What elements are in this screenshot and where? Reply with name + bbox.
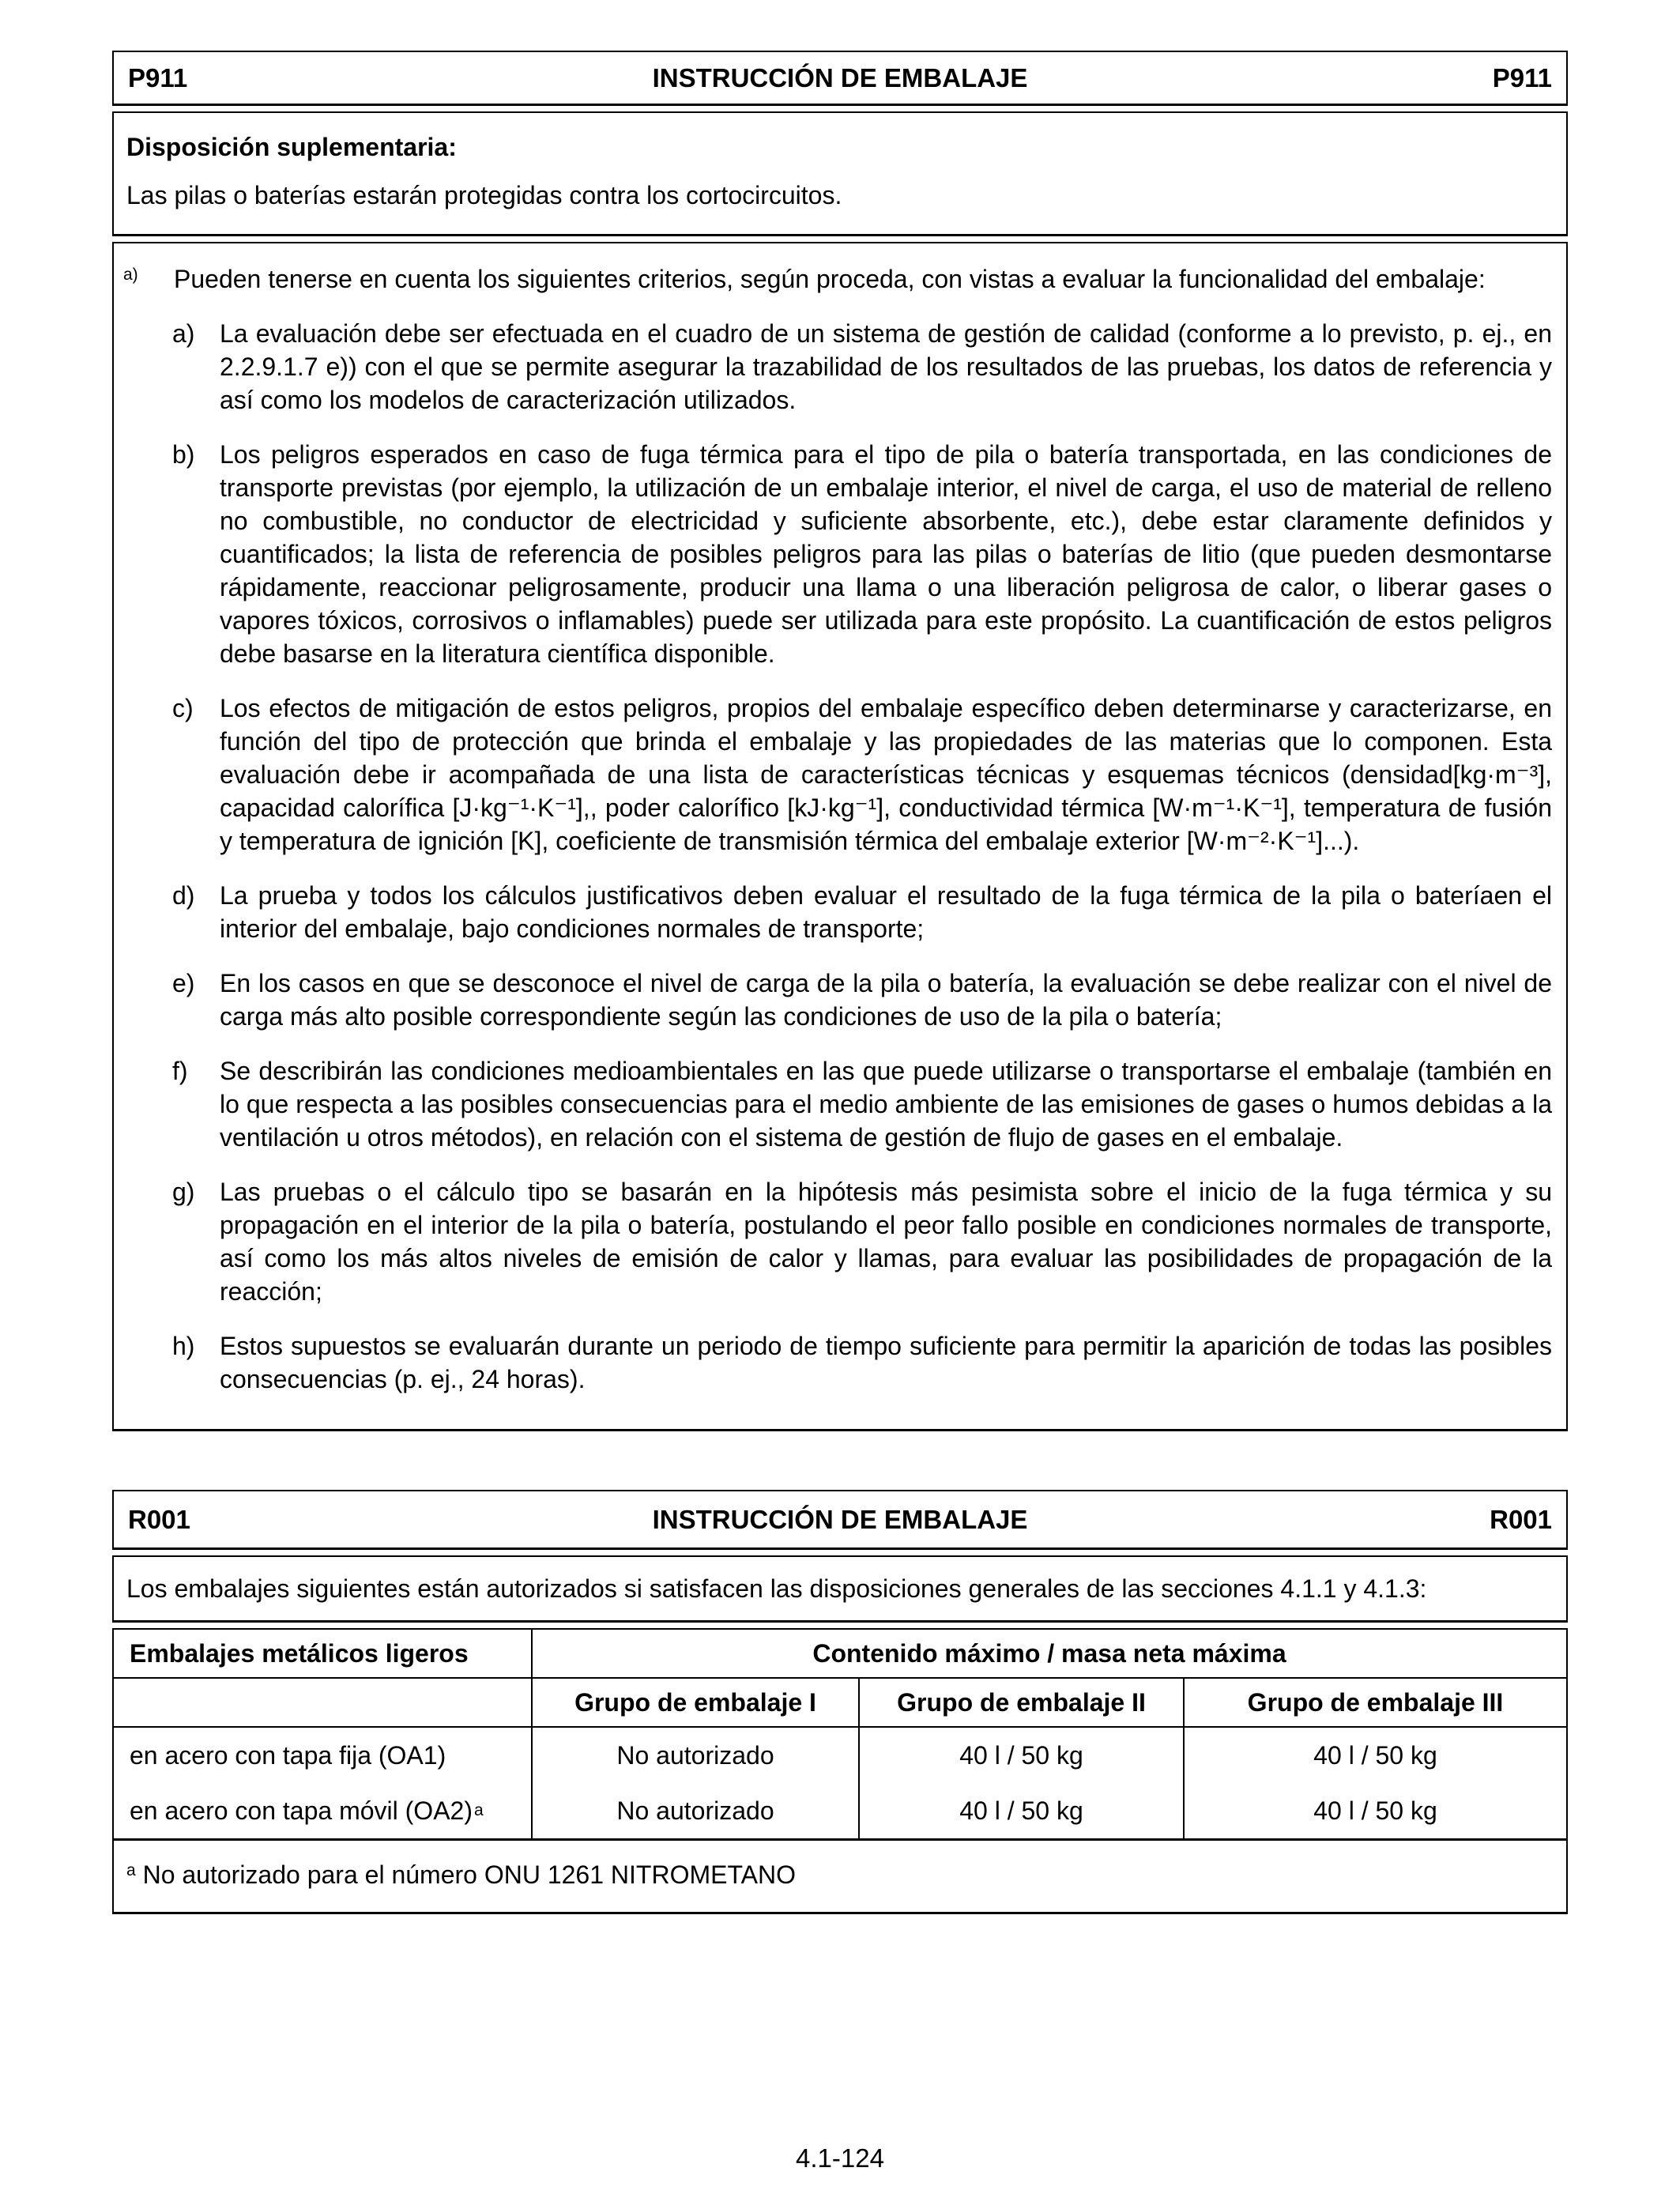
note-item [172,879,1554,945]
note-item-text: Los efectos de mitigación de estos peligros, propios del embalaje específico deben determinarse y caracterizarse, en función del tipo de protección que brinda el embalaje y las propiedades de las materias que lo componen. Esta evaluación debe ir acompañada de una lista de características técnicas y esquemas técnicos (densidad[kg·m⁻³], capacidad calorífica [J·kg⁻¹·K⁻¹],, poder calorífico [kJ·kg⁻¹], conductividad térmica [W·m⁻¹·K⁻¹], temperatura de fusión y temperatura de ignición [K], coeficiente de transmisión térmica del embalaje exterior [W·m⁻²·K⁻¹]...). [220,694,1553,855]
group-iii-value-cell: 40 l / 50 kg [1313,1796,1437,1825]
column-header-embalajes: Embalajes metálicos ligeros [114,1630,533,1677]
p911-header-row [112,51,1568,106]
note-item-text: La prueba y todos los cálculos justificativos deben evaluar el resultado de la fuga térmica de la pila o bateríaen el interior del embalaje, bajo condiciones normales de transporte; [220,881,1552,943]
footnote-notes-box [112,242,1568,1431]
packaging-name-cell [114,1728,533,1783]
group-ii-value-cell: 40 l / 50 kg [860,1783,1185,1838]
notes-list [123,317,1554,1396]
group-iii-value-cell: 40 l / 50 kg [1313,1741,1437,1770]
note-item-label: d) [172,881,195,910]
note-item-text: Estos supuestos se evaluarán durante un periodo de tiempo suficiente para permitir la aparición de todas las posibles consecuencias (p. ej., 24 horas). [220,1332,1552,1393]
r001-title: INSTRUCCIÓN DE EMBALAJE [652,1504,1028,1534]
table-row [114,1783,1566,1838]
r001-intro-text: Los embalajes siguientes están autorizados si satisfacen las disposiciones generales de las secciones 4.1.1 y 4.1.3: [126,1574,1427,1603]
r001-intro-row [112,1555,1568,1623]
notes-intro-text: Pueden tenerse en cuenta los siguientes criterios, según proceda, con vistas a evaluar la funcionalidad del embalaje: [174,265,1486,293]
r001-footnote-text: No autorizado para el número ONU 1261 NITROMETANO [142,1860,796,1889]
note-item-label: b) [172,440,195,469]
r001-group-header-row [114,1679,1566,1728]
group-i-value-cell: No autorizado [533,1783,860,1838]
note-item-text: La evaluación debe ser efectuada en el cuadro de un sistema de gestión de calidad (conforme a lo previsto, p. ej., en 2.2.9.1.7 e)) con el que se permite asegurar la trazabilidad de los resultados de las pruebas, los datos de referencia y así como los modelos de caracterización utilizados. [220,319,1552,414]
page-content [112,51,1568,1914]
p911-code-right: P911 [1492,62,1552,92]
note-item [172,317,1554,417]
p911-title: INSTRUCCIÓN DE EMBALAJE [652,62,1028,92]
r001-data-rows [114,1728,1566,1841]
notes-intro [123,262,1554,296]
note-item-text: Los peligros esperados en caso de fuga térmica para el tipo de pila o batería transportada, en las condiciones de transporte previstas (por ejemplo, la utilización de un embalaje interior, el nivel de carga, el uso de material de relleno no combustible, no conductor de electricidad y suficiente absorbente, etc.), debe estar claramente definidos y cuantificados; la lista de referencia de posibles peligros para las pilas o baterías de litio (que pueden desmontarse rápidamente, reaccionar peligrosamente, producir una llama o una liberación peligrosa de calor, o liberar gases o vapores tóxicos, corrosivos o inflamables) puede ser utilizada para este propósito. La cuantificación de estos peligros debe basarse en la literatura científica disponible. [220,440,1552,668]
note-item-text: Se describirán las condiciones medioambientales en las que puede utilizarse o transportarse el embalaje (también en lo que respecta a las posibles consecuencias para el medio ambiente de las emisiones de gases o humos debidas a la ventilación u otros métodos), en relación con el sistema de gestión de flujo de gases en el embalaje. [220,1057,1552,1152]
r001-code-left: R001 [128,1504,190,1534]
note-item [172,1175,1554,1308]
page-number: 4.1-124 [796,2143,884,2173]
r001-table [112,1628,1568,1914]
group-header-empty-cell [114,1679,533,1726]
packaging-name-cell: en acero con tapa móvil (OA2) a [114,1783,533,1838]
supplementary-provision-heading: Disposición suplementaria: [126,133,457,161]
footnote-marker: a) [123,266,138,284]
group-header-i: Grupo de embalaje I [533,1679,860,1726]
note-item-text: En los casos en que se desconoce el nivel de carga de la pila o batería, la evaluación se debe realizar con el nivel de carga más alto posible correspondiente según las condiciones de uso de la pila o batería; [220,969,1552,1031]
r001-table-header-row [114,1630,1566,1679]
p911-code-left: P911 [128,62,188,92]
group-ii-value-cell: 40 l / 50 kg [860,1728,1185,1783]
r001-footnote-marker: a [126,1861,136,1879]
group-header-iii: Grupo de embalaje III [1247,1688,1504,1717]
note-item-label: g) [172,1178,195,1206]
r001-code-right: R001 [1490,1504,1552,1534]
note-item-label: a) [172,319,195,348]
r001-footnote-row [114,1841,1566,1912]
supplementary-provision-box [112,111,1568,236]
group-header-ii: Grupo de embalaje II [860,1679,1185,1726]
note-item-label: c) [172,694,194,722]
group-i-value-cell: No autorizado [533,1728,860,1783]
note-item [172,1329,1554,1396]
note-item [172,1054,1554,1154]
note-item-label: e) [172,969,195,997]
note-item [172,438,1554,670]
r001-header-row [112,1490,1568,1550]
table-row [114,1728,1566,1783]
note-item-label: h) [172,1332,195,1360]
note-item-text: Las pruebas o el cálculo tipo se basarán en la hipótesis más pesimista sobre el inicio de la fuga térmica y su propagación en el interior de la pila o batería, postulando el peor fallo posible en condiciones normales de transporte, así como los más altos niveles de emisión de calor y llamas, para evaluar las posibilidades de propagación de la reacción; [220,1178,1552,1306]
note-item [172,692,1554,858]
note-item-label: f) [172,1057,188,1085]
packaging-name: en acero con tapa fija (OA1) [130,1741,446,1770]
supplementary-provision-text: Las pilas o baterías estarán protegidas contra los cortocircuitos. [126,181,842,209]
note-item [172,967,1554,1033]
packaging-name: en acero con tapa móvil (OA2) [130,1796,473,1825]
column-header-contenido: Contenido máximo / masa neta máxima [812,1639,1286,1668]
